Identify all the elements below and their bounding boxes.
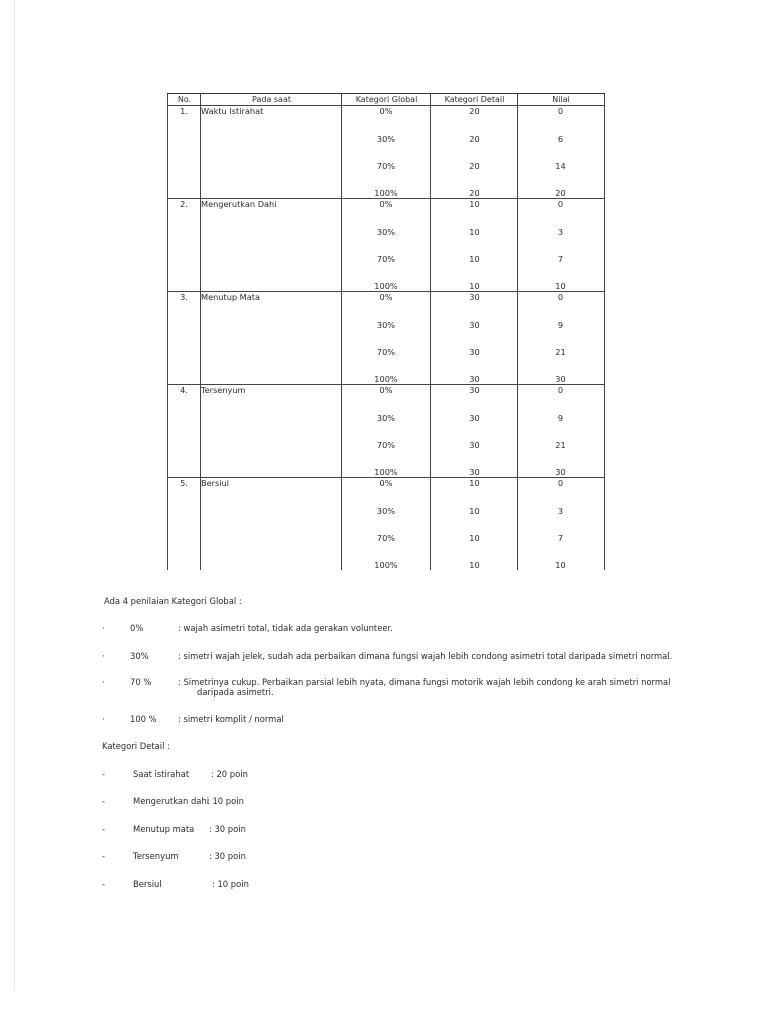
table-row-group xyxy=(168,291,604,385)
nilai-cell: 3 xyxy=(557,227,564,237)
nilai-cell: 21 xyxy=(555,347,566,357)
bullet-dash: - xyxy=(102,796,106,806)
detail-cell: 30 xyxy=(469,374,480,384)
nilai-cell: 20 xyxy=(555,188,566,198)
global-cell: 0% xyxy=(379,292,393,302)
global-cell: 70% xyxy=(376,161,396,171)
global-intro: Ada 4 penilaian Kategori Global : xyxy=(104,596,242,606)
header-kategori-detail: Kategori Detail xyxy=(444,95,505,104)
table-row-group xyxy=(168,198,604,292)
detail-item-value: : 10 poin xyxy=(212,879,249,889)
detail-cell: 20 xyxy=(469,188,480,198)
detail-cell: 10 xyxy=(469,199,480,209)
detail-cell: 30 xyxy=(469,347,480,357)
nilai-cell: 14 xyxy=(555,161,566,171)
global-cell: 70% xyxy=(376,533,396,543)
detail-cell: 10 xyxy=(469,281,480,291)
detail-cell: 20 xyxy=(469,134,480,144)
global-cell: 100% xyxy=(374,374,398,384)
global-cell: 30% xyxy=(376,227,396,237)
detail-item-value: : 20 poin xyxy=(211,769,248,779)
detail-cell: 10 xyxy=(469,560,480,570)
global-cell: 70% xyxy=(376,347,396,357)
detail-cell: 20 xyxy=(469,161,480,171)
header-kategori-global: Kategori Global xyxy=(355,95,418,104)
global-cell: 100% xyxy=(374,467,398,477)
detail-item-label: Mengerutkan dahi xyxy=(133,796,210,806)
bullet-dash: - xyxy=(102,824,106,834)
row-number: 1. xyxy=(180,106,188,116)
detail-item-label: Tersenyum xyxy=(133,851,179,861)
nilai-cell: 30 xyxy=(555,467,566,477)
detail-cell: 10 xyxy=(469,227,480,237)
detail-cell: 30 xyxy=(469,413,480,423)
bullet-dot: · xyxy=(102,714,105,724)
nilai-cell: 7 xyxy=(557,254,564,264)
nilai-cell: 21 xyxy=(555,440,566,450)
global-item-desc-continued: daripada asimetri. xyxy=(197,687,274,697)
nilai-cell: 9 xyxy=(557,320,564,330)
bullet-dot: · xyxy=(102,651,105,661)
row-activity: Menutup Mata xyxy=(201,292,260,302)
bullet-dot: · xyxy=(102,623,105,633)
detail-cell: 30 xyxy=(469,440,480,450)
global-cell: 30% xyxy=(376,413,396,423)
global-item-desc: : simetri wajah jelek, sudah ada perbaikan dimana fungsi wajah lebih condong asimetri total daripada simetri normal. xyxy=(178,651,673,661)
table-row-group xyxy=(168,384,604,478)
nilai-cell: 0 xyxy=(557,478,564,488)
row-number: 5. xyxy=(180,478,188,488)
nilai-cell: 9 xyxy=(557,413,564,423)
global-cell: 30% xyxy=(376,320,396,330)
nilai-cell: 30 xyxy=(555,374,566,384)
detail-cell: 10 xyxy=(469,533,480,543)
detail-cell: 30 xyxy=(469,292,480,302)
nilai-cell: 0 xyxy=(557,385,564,395)
detail-cell: 10 xyxy=(469,478,480,488)
nilai-cell: 3 xyxy=(557,506,564,516)
global-item-desc: : simetri komplit / normal xyxy=(178,714,284,724)
score-table xyxy=(167,93,605,570)
detail-cell: 10 xyxy=(469,506,480,516)
header-pada-saat: Pada saat xyxy=(252,95,291,104)
detail-item-label: Menutup mata xyxy=(133,824,195,834)
page-edge xyxy=(14,0,15,990)
detail-item-value: : 30 poin xyxy=(209,824,246,834)
global-cell: 100% xyxy=(374,560,398,570)
row-activity: Waktu Istirahat xyxy=(201,106,264,116)
bullet-dot: · xyxy=(102,677,105,687)
bullet-dash: - xyxy=(102,769,106,779)
row-number: 4. xyxy=(180,385,188,395)
detail-item-value: : 30 poin xyxy=(209,851,246,861)
global-cell: 70% xyxy=(376,254,396,264)
detail-cell: 10 xyxy=(469,254,480,264)
detail-cell: 30 xyxy=(469,385,480,395)
detail-intro: Kategori Detail : xyxy=(102,741,170,751)
header-nilai: Nilai xyxy=(552,95,570,104)
bullet-dash: - xyxy=(102,851,106,861)
detail-item-value: : 10 poin xyxy=(207,796,244,806)
global-item-label: 100 % xyxy=(130,714,157,724)
row-activity: Bersiul xyxy=(201,478,230,488)
row-activity: Tersenyum xyxy=(201,385,246,395)
global-cell: 100% xyxy=(374,188,398,198)
header-no: No. xyxy=(177,95,192,104)
bullet-dash: - xyxy=(102,879,106,889)
nilai-cell: 10 xyxy=(555,560,566,570)
global-cell: 30% xyxy=(376,506,396,516)
row-number: 2. xyxy=(180,199,188,209)
nilai-cell: 0 xyxy=(557,292,564,302)
global-item-label: 0% xyxy=(130,623,144,633)
detail-cell: 20 xyxy=(469,106,480,116)
global-cell: 30% xyxy=(376,134,396,144)
global-cell: 0% xyxy=(379,199,393,209)
global-item-label: 30% xyxy=(130,651,149,661)
global-cell: 100% xyxy=(374,281,398,291)
nilai-cell: 6 xyxy=(557,134,564,144)
nilai-cell: 7 xyxy=(557,533,564,543)
detail-cell: 30 xyxy=(469,320,480,330)
global-item-desc: : wajah asimetri total, tidak ada gerakan volunteer. xyxy=(178,623,393,633)
row-activity: Mengerutkan Dahi xyxy=(201,199,277,209)
detail-item-label: Bersiul xyxy=(133,879,162,889)
nilai-cell: 0 xyxy=(557,106,564,116)
global-item-label: 70 % xyxy=(130,677,152,687)
nilai-cell: 0 xyxy=(557,199,564,209)
detail-item-label: Saat istirahat xyxy=(133,769,190,779)
global-cell: 0% xyxy=(379,385,393,395)
detail-cell: 30 xyxy=(469,467,480,477)
nilai-cell: 10 xyxy=(555,281,566,291)
global-cell: 0% xyxy=(379,478,393,488)
global-cell: 70% xyxy=(376,440,396,450)
global-cell: 0% xyxy=(379,106,393,116)
global-item-desc: : Simetrinya cukup. Perbaikan parsial lebih nyata, dimana fungsi motorik wajah lebih condong ke arah simetri normal xyxy=(178,677,671,687)
table-row-group xyxy=(168,477,604,571)
row-number: 3. xyxy=(180,292,188,302)
table-row-group xyxy=(168,105,604,198)
